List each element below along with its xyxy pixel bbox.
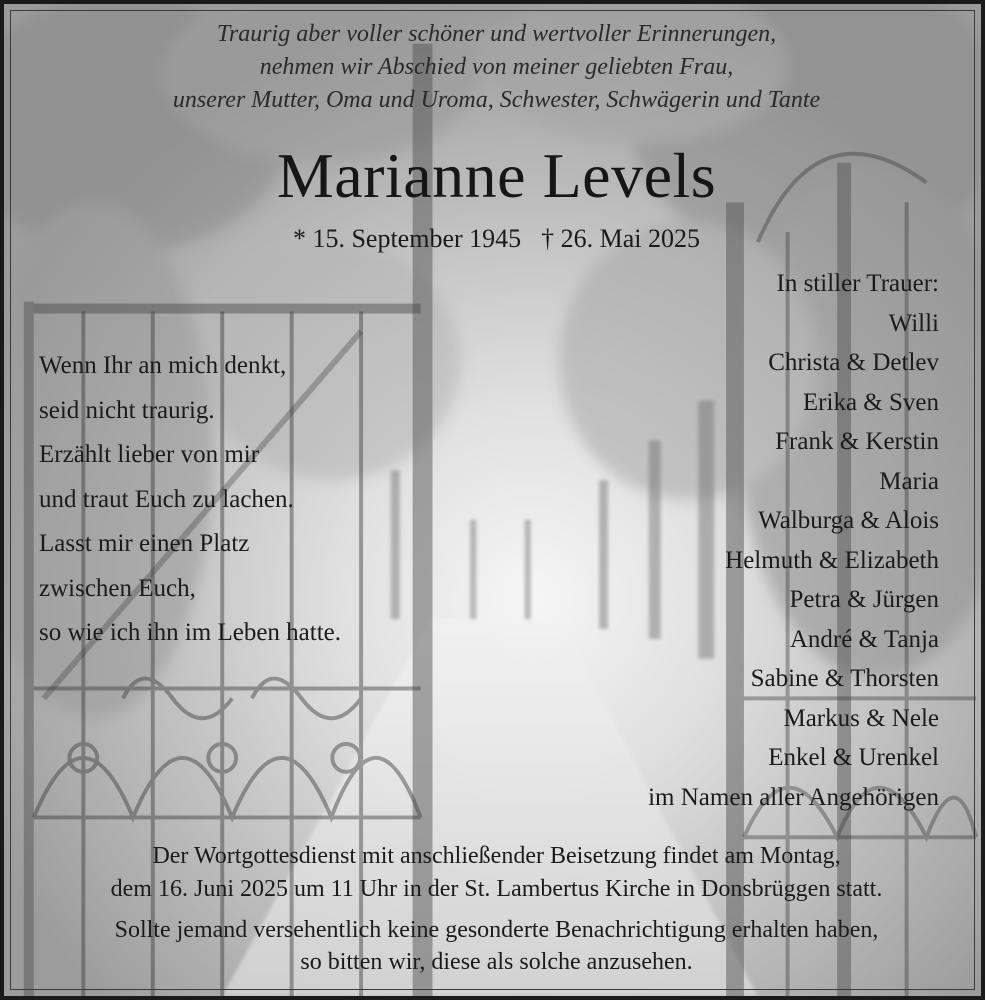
intro-line: Traurig aber voller schöner und wertvoller Erinnerungen, bbox=[216, 21, 777, 47]
mourner-name: Erika & Sven bbox=[802, 388, 939, 416]
notice-line: Sollte jemand versehentlich keine gesonderte Benachrichtigung erhalten haben, bbox=[114, 917, 879, 943]
intro-line: unserer Mutter, Oma und Uroma, Schwester, Schwägerin und Tante bbox=[172, 87, 821, 113]
mourner-name: Markus & Nele bbox=[783, 704, 939, 732]
mourner-name: Christa & Detlev bbox=[768, 349, 939, 376]
mourners-list bbox=[419, 264, 939, 817]
notification-notice bbox=[4, 914, 985, 978]
birth-date: * 15. September 1945 bbox=[292, 224, 522, 253]
mourners-heading: In stiller Trauer: bbox=[776, 270, 939, 297]
mourner-name: Walburga & Alois bbox=[758, 507, 939, 534]
poem-line: Lasst mir einen Platz bbox=[39, 530, 250, 557]
poem-line: Wenn Ihr an mich denkt, bbox=[39, 352, 287, 379]
mourner-name: im Namen aller Angehörigen bbox=[648, 783, 939, 811]
mourner-name: Willi bbox=[888, 309, 939, 337]
poem-line: Erzählt lieber von mir bbox=[39, 441, 260, 468]
service-info bbox=[4, 840, 985, 906]
poem-line: zwischen Euch, bbox=[39, 574, 196, 602]
mourner-name: Maria bbox=[879, 467, 939, 495]
poem-line: so wie ich ihn im Leben hatte. bbox=[39, 619, 342, 646]
mourner-name: Enkel & Urenkel bbox=[768, 744, 939, 771]
mourner-name: André & Tanja bbox=[789, 625, 939, 653]
notice-line: so bitten wir, diese als solche anzusehen. bbox=[300, 949, 693, 975]
mourner-name: Helmuth & Elizabeth bbox=[725, 546, 939, 574]
mourner-name: Frank & Kerstin bbox=[775, 428, 939, 455]
life-dates bbox=[4, 222, 985, 256]
service-line: Der Wortgottesdienst mit anschließender Beisetzung findet am Montag, bbox=[152, 843, 841, 869]
intro-text bbox=[4, 18, 985, 117]
deceased-name: Marianne Levels bbox=[276, 140, 717, 211]
mourner-name: Petra & Jürgen bbox=[789, 586, 939, 613]
service-line: dem 16. Juni 2025 um 11 Uhr in der St. Lambertus Kirche in Donsbrüggen statt. bbox=[110, 876, 883, 902]
poem bbox=[39, 344, 459, 656]
mourner-name: Sabine & Thorsten bbox=[750, 665, 939, 692]
poem-line: und traut Euch zu lachen. bbox=[39, 485, 294, 513]
intro-line: nehmen wir Abschied von meiner geliebten Frau, bbox=[259, 54, 734, 80]
poem-line: seid nicht traurig. bbox=[39, 396, 215, 424]
death-date: † 26. Mai 2025 bbox=[541, 224, 701, 253]
